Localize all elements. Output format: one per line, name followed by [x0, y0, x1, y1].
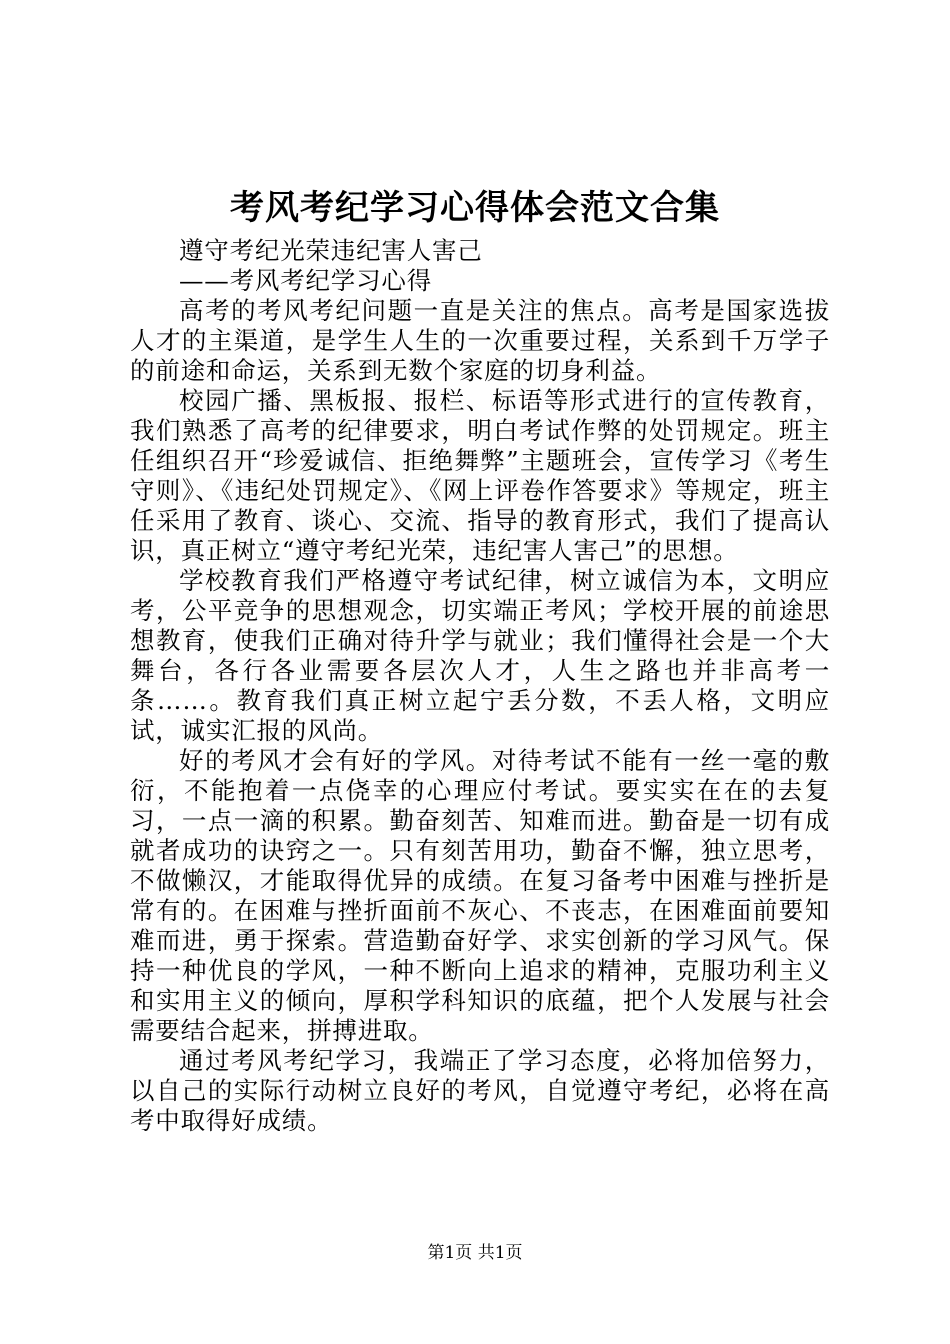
subtitle-line: ——考风考纪学习心得: [179, 266, 432, 295]
body-paragraph: 好的考风才会有好的学风。对待考试不能有一丝一毫的敷衍，不能抱着一点侥幸的心理应付考试。要实实在在的去复习，一点一滴的积累。勤奋刻苦、知难而进。勤奋是一切有成就者成功的诀窍之一。只有刻苦用功，勤奋不懈，独立思考，不做懒汉，才能取得优异的成绩。在复习备考中困难与挫折是常有的。在困难与挫折面前不灰心、不丧志，在困难面前要知难而进，勇于探索。营造勤奋好学、求实创新的学习风气。保持一种优良的学风，一种不断向上追求的精神，克服功利主义和实用主义的倾向，厚积学科知识的底蕴，把个人发展与社会需要结合起来，拼搏进取。: [130, 746, 830, 1045]
subtitle-line: 遵守考纪光荣违纪害人害己: [179, 236, 483, 265]
body-paragraph: 通过考风考纪学习，我端正了学习态度，必将加倍努力，以自己的实际行动树立良好的考风，自觉遵守考纪，必将在高考中取得好成绩。: [130, 1046, 830, 1135]
document-title: 考风考纪学习心得体会范文合集: [230, 188, 720, 228]
body-paragraph: 学校教育我们严格遵守考试纪律，树立诚信为本，文明应考，公平竞争的思想观念，切实端正考风；学校开展的前途思想教育，使我们正确对待升学与就业；我们懂得社会是一个大舞台，各行各业需要各层次人才，人生之路也并非高考一条……。教育我们真正树立起宁丢分数，不丢人格，文明应试，诚实汇报的风尚。: [130, 566, 830, 745]
body-paragraph: 校园广播、黑板报、报栏、标语等形式进行的宣传教育，我们熟悉了高考的纪律要求，明白考试作弊的处罚规定。班主任组织召开“珍爱诚信、拒绝舞弊”主题班会，宣传学习《考生守则》、《违纪处罚规定》、《网上评卷作答要求》等规定，班主任采用了教育、谈心、交流、指导的教育形式，我们了提高认识，真正树立“遵守考纪光荣，违纪害人害己”的思想。: [130, 386, 830, 565]
document-body: [130, 236, 830, 1136]
body-paragraph: 高考的考风考纪问题一直是关注的焦点。高考是国家选拔人才的主渠道，是学生人生的一次重要过程，关系到千万学子的前途和命运，关系到无数个家庭的切身利益。: [130, 296, 830, 385]
page-number-footer: 第1页 共1页: [427, 1243, 523, 1263]
